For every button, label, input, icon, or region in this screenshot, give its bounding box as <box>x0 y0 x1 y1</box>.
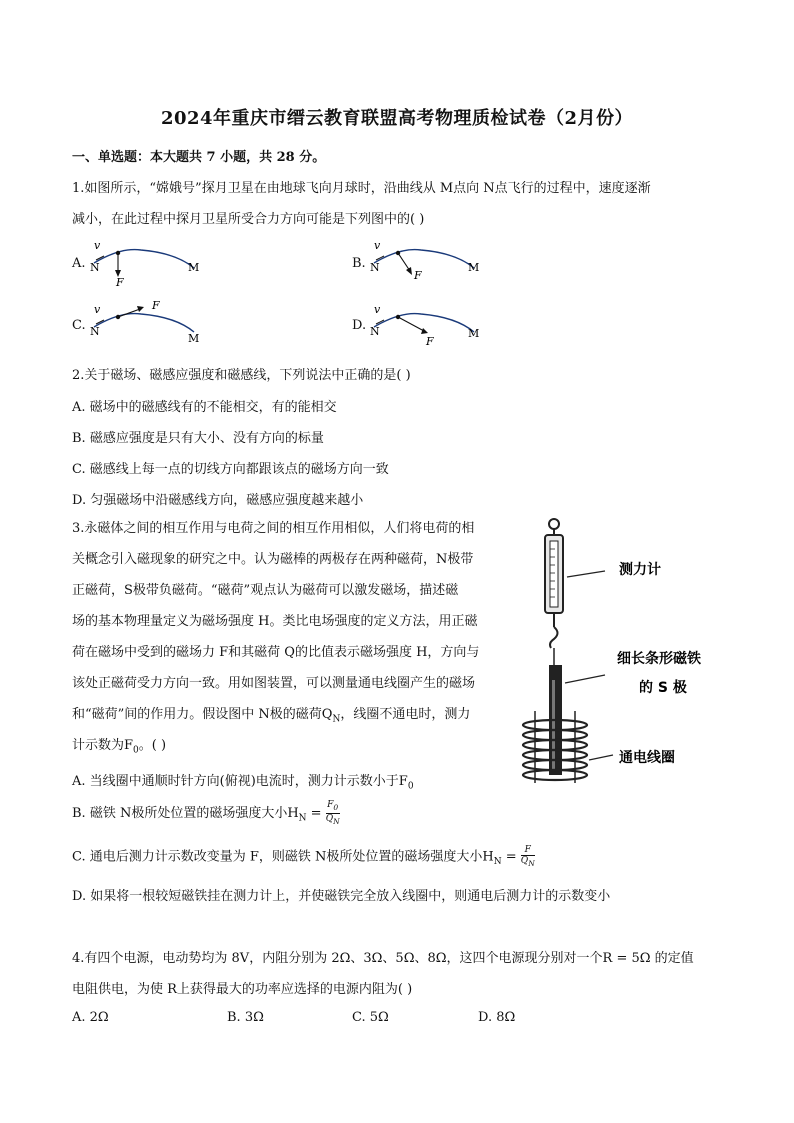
force-label: F <box>414 269 422 282</box>
q4-option-a: A. 2Ω <box>72 1010 109 1025</box>
q3-line: 正磁荷，S极带负磁荷。“磁荷”观点认为磁荷可以激发磁场，描述磁 <box>72 583 459 598</box>
q1-stem-line1: 1.如图所示，“嫦娥号”探月卫星在由地球飞向月球时，沿曲线从 M点向 N点飞行的过程中，速度逐渐 <box>72 181 651 196</box>
q1-option-c-label: C. <box>72 318 86 333</box>
label-magnet: 细长条形磁铁 <box>617 651 701 667</box>
hook <box>550 627 558 648</box>
trajectory-curve <box>374 250 474 268</box>
force-arrow <box>398 317 424 331</box>
q3-line: 和“磁荷”间的作用力。假设图中 N极的磁荷$Q_N$，线圈不通电时，测力 <box>72 707 471 725</box>
point-m-label: M <box>188 261 200 274</box>
q4-stem-line2: 电阻供电，为使 R上获得最大的功率应选择的电源内阻为( ) <box>72 982 413 997</box>
q3-line: 该处正磁荷受力方向一致。用如图装置，可以测量通电线圈产生的磁场 <box>72 676 476 691</box>
q3-line: 关概念引入磁现象的研究之中。认为磁棒的两极存在两种磁荷，N极带 <box>72 552 474 567</box>
q3-option-a: A. 当线圈中通顺时针方向(俯视)电流时，测力计示数小于$F_0$ <box>72 774 414 792</box>
q1-option-a-label: A. <box>72 256 86 271</box>
trajectory-curve <box>94 314 194 332</box>
point-n-label: N <box>90 261 100 274</box>
q3-stem <box>72 513 512 761</box>
q3-option-c: C. 通电后测力计示数改变量为 F，则磁铁 N极所处位置的磁场强度大小$H_N$ = $\frac{F}{Q_N}$ <box>72 845 535 868</box>
q3-line: 计示数为$F_0$。( ) <box>72 738 167 756</box>
q4-option-c: C. 5Ω <box>352 1010 389 1025</box>
page-title: 2024年重庆市缙云教育联盟高考物理质检试卷（2月份） <box>160 108 634 129</box>
q1-option-a-diagram <box>86 235 216 290</box>
q3-apparatus-figure <box>505 515 745 790</box>
q4-option-b: B. 3Ω <box>227 1010 264 1025</box>
label-coil: 通电线圈 <box>619 750 675 766</box>
q1-option-b-label: B. <box>352 256 366 271</box>
q1-stem-line2: 减小，在此过程中探月卫星所受合力方向可能是下列图中的( ) <box>72 212 425 227</box>
q1-option-d-diagram <box>366 297 496 349</box>
q1-option-d-label: D. <box>352 318 367 333</box>
q2-option-a: A. 磁场中的磁感线有的不能相交，有的能相交 <box>72 400 337 415</box>
q2-option-c: C. 磁感线上每一点的切线方向都跟该点的磁场方向一致 <box>72 462 389 477</box>
force-arrow <box>398 253 410 271</box>
force-label: F <box>116 276 124 289</box>
trajectory-curve <box>94 250 194 268</box>
velocity-label: v <box>374 239 381 252</box>
q4-stem-line1: 4.有四个电源，电动势均为 8V，内阻分别为 2Ω、3Ω、5Ω、8Ω，这四个电源现分别对一个R = 5Ω 的定值 <box>72 951 694 966</box>
q2-stem: 2.关于磁场、磁感应强度和磁感线，下列说法中正确的是( ) <box>72 368 411 383</box>
point-n-label: N <box>370 325 380 338</box>
q2-option-d: D. 匀强磁场中沿磁感线方向，磁感应强度越来越小 <box>72 493 364 508</box>
point-n-label: N <box>90 325 100 338</box>
force-label: F <box>152 299 160 312</box>
q3-line: 荷在磁场中受到的磁场力 F和其磁荷 Q的比值表示磁场强度 H，方向与 <box>72 645 480 660</box>
point-n-label: N <box>370 261 380 274</box>
point-m-label: M <box>188 332 200 345</box>
coil <box>523 720 587 780</box>
velocity-label: v <box>94 239 101 252</box>
q3-option-b: B. 磁铁 N极所处位置的磁场强度大小$H_N$ = $\frac{F_0}{Q_N}$ <box>72 800 340 826</box>
label-s-pole: 的 S 极 <box>639 680 687 696</box>
q1-option-b-diagram <box>366 235 496 290</box>
q3-line: 场的基本物理量定义为磁场强度 H。类比电场强度的定义方法，用正磁 <box>72 614 478 629</box>
q3-line: 3.永磁体之间的相互作用与电荷之间的相互作用相似，人们将电荷的相 <box>72 521 475 536</box>
q4-option-d: D. 8Ω <box>478 1010 516 1025</box>
q1-option-c-diagram <box>86 297 216 347</box>
label-spring-scale: 测力计 <box>619 562 661 578</box>
section-heading: 一、单选题：本大题共 7 小题，共 28 分。 <box>72 150 326 165</box>
velocity-label: v <box>94 303 101 316</box>
point-m-label: M <box>468 327 480 340</box>
q3-option-d: D. 如果将一根较短磁铁挂在测力计上，并使磁铁完全放入线圈中，则通电后测力计的示数变小 <box>72 889 611 904</box>
point-m-label: M <box>468 261 480 274</box>
velocity-label: v <box>374 303 381 316</box>
q2-option-b: B. 磁感应强度是只有大小、没有方向的标量 <box>72 431 324 446</box>
force-label: F <box>426 335 434 348</box>
